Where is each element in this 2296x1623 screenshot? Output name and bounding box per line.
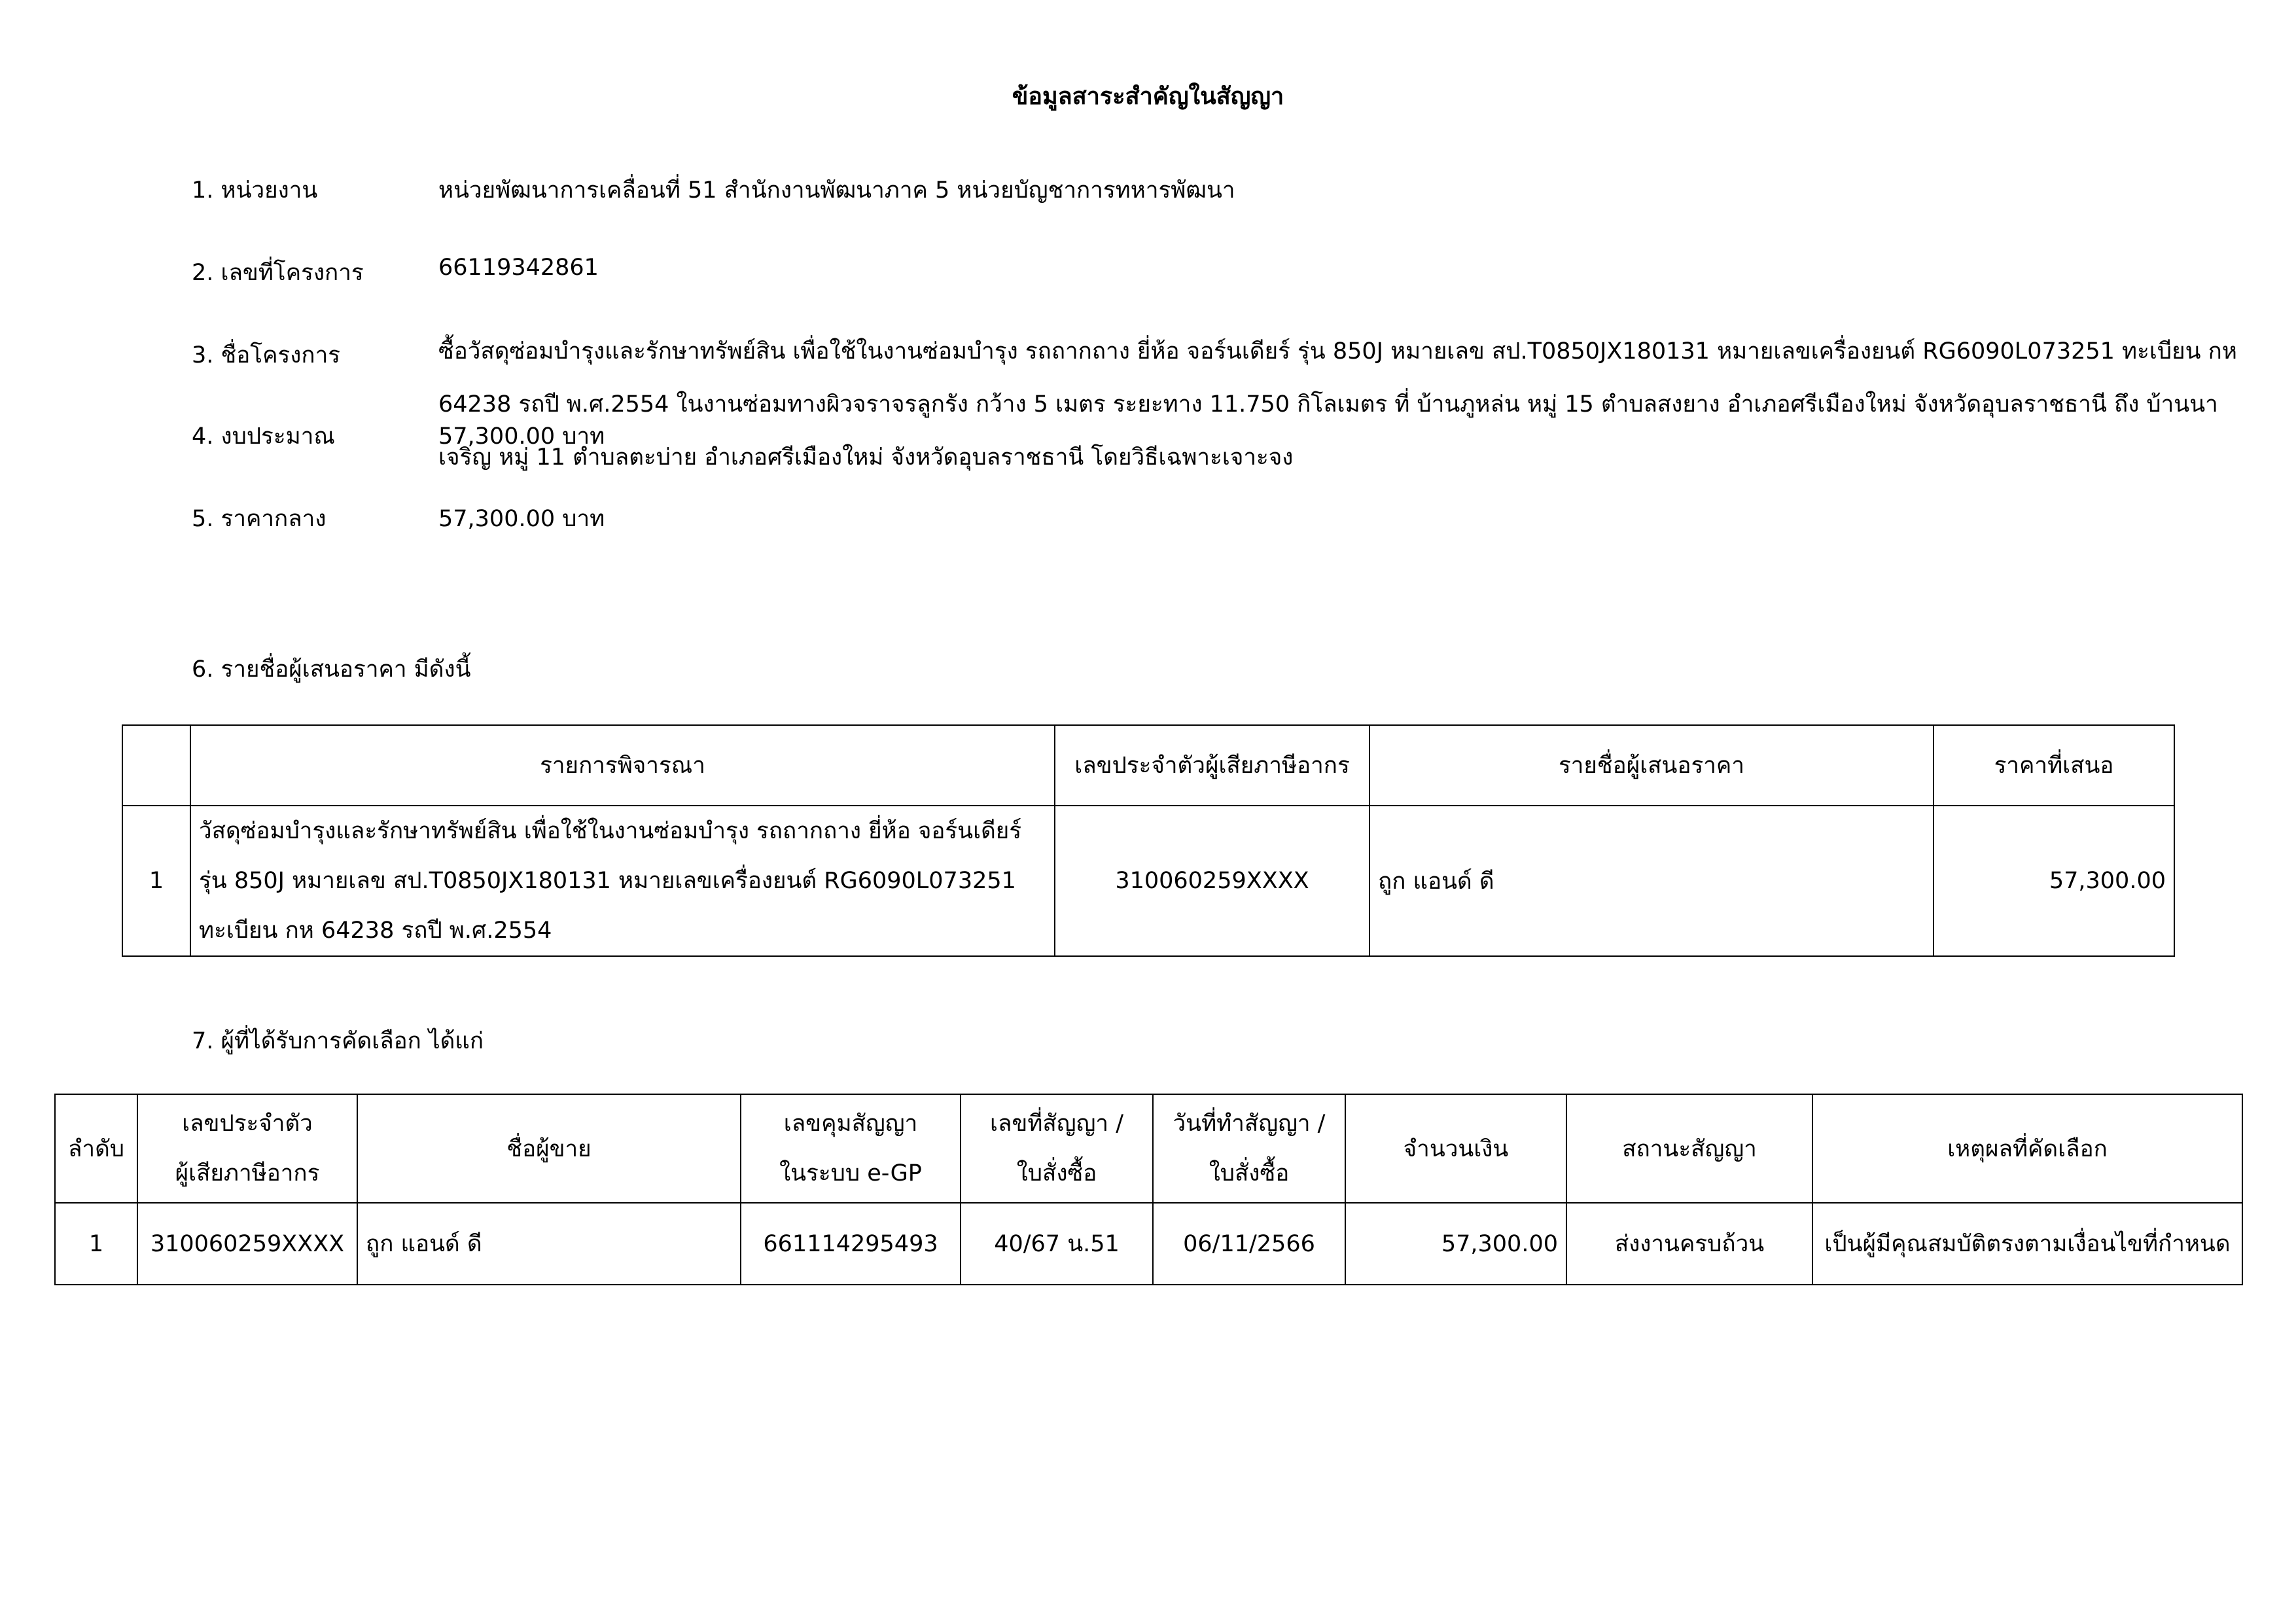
bidder-row-price: 57,300.00: [1934, 806, 2174, 956]
selected-header-contract-date: [1153, 1094, 1345, 1203]
table-row: [55, 1203, 2242, 1285]
selected-row-tax-id: 310060259XXXX: [137, 1203, 357, 1285]
section6-heading: 6. รายชื่อผู้เสนอราคา มีดังนี้: [192, 656, 471, 683]
selected-row-status: ส่งงานครบถ้วน: [1566, 1203, 1812, 1285]
selected-header-tax-id-line-2: ผู้เสียภาษีอากร: [175, 1160, 320, 1186]
selected-row-contract-date: 06/11/2566: [1153, 1203, 1345, 1285]
field-value-project-name: ซื้อวัสดุซ่อมบำรุงและรักษาทรัพย์สิน เพื่อใช้ในงานซ่อมบำรุง รถถากถาง ยี่ห้อ จอร์นเดียร์ รุ่น 850J หมายเลข สป.T0850JX180131 หมายเลขเครื่องยนต์ RG6090L073251 ทะเบียน กห 64238 รถปี พ.ศ.2554 ในงานซ่อมทางผิวจราจรลูกรัง กว้าง 5 เมตร ระยะทาง 11.750 กิโลเมตร ที่ บ้านภูหล่น หมู่ 15 ตำบลสงยาง อำเภอศรีเมืองใหม่ จังหวัดอุบลราชธานี ถึง บ้านนาเจริญ หมู่ 11 ตำบลตะบ่าย อำเภอศรีเมืองใหม่ จังหวัดอุบลราชธานี โดยวิธีเฉพาะเจาะจง: [438, 338, 2237, 471]
bidders-header-no: [122, 725, 190, 806]
selected-header-contract-no-line-2: ใบสั่งซื้อ: [1016, 1160, 1097, 1186]
selected-header-status: สถานะสัญญา: [1566, 1094, 1812, 1203]
selected-header-reason: เหตุผลที่คัดเลือก: [1812, 1094, 2242, 1203]
section7-heading: 7. ผู้ที่ได้รับการคัดเลือก ได้แก่: [192, 1028, 484, 1054]
selected-header-contract-no: [961, 1094, 1153, 1203]
field-label-project-name: 3. ชื่อโครงการ: [192, 342, 341, 368]
selected-header-tax-id: [137, 1094, 357, 1203]
selected-row-no: 1: [55, 1203, 137, 1285]
bidders-table: [122, 724, 2175, 957]
selected-header-contract-date-line-2: ใบสั่งซื้อ: [1209, 1160, 1290, 1186]
bidder-item-line-1: วัสดุซ่อมบำรุงและรักษาทรัพย์สิน เพื่อใช้ในงานซ่อมบำรุง รถถากถาง ยี่ห้อ จอร์นเดียร์: [199, 818, 1022, 844]
selected-header-egp-line-2: ในระบบ e-GP: [779, 1160, 922, 1186]
selected-header-egp: [741, 1094, 961, 1203]
bidders-header-item: รายการพิจารณา: [190, 725, 1055, 806]
selected-row-amount: 57,300.00: [1345, 1203, 1566, 1285]
selected-row-seller: ถูก แอนด์ ดี: [357, 1203, 741, 1285]
field-label-project-no: 2. เลขที่โครงการ: [192, 260, 364, 286]
field-value-budget: 57,300.00 บาท: [438, 423, 605, 450]
field-value-median-price: 57,300.00 บาท: [438, 506, 605, 532]
selected-header-seller: ชื่อผู้ขาย: [357, 1094, 741, 1203]
selected-row-reason: เป็นผู้มีคุณสมบัติตรงตามเงื่อนไขที่กำหนด: [1812, 1203, 2242, 1285]
bidder-row-item: [190, 806, 1055, 956]
selected-row-contract-no: 40/67 น.51: [961, 1203, 1153, 1285]
field-label-median-price: 5. ราคากลาง: [192, 506, 327, 532]
selected-header-contract-no-line-1: เลขที่สัญญา /: [990, 1111, 1123, 1137]
field-value-project-no: 66119342861: [438, 255, 599, 281]
selected-header-contract-date-line-1: วันที่ทำสัญญา /: [1173, 1111, 1326, 1137]
page-title: ข้อมูลสาระสำคัญในสัญญา: [1012, 83, 1284, 110]
bidder-row-no: 1: [122, 806, 190, 956]
bidder-row-tax-id: 310060259XXXX: [1055, 806, 1369, 956]
field-label-budget: 4. งบประมาณ: [192, 423, 335, 450]
bidder-item-line-2: รุ่น 850J หมายเลข สป.T0850JX180131 หมายเลขเครื่องยนต์ RG6090L073251: [199, 868, 1016, 894]
field-value-agency: หน่วยพัฒนาการเคลื่อนที่ 51 สำนักงานพัฒนาภาค 5 หน่วยบัญชาการทหารพัฒนา: [438, 177, 1235, 204]
bidders-table-header: [122, 725, 2174, 806]
bidders-header-bidder: รายชื่อผู้เสนอราคา: [1369, 725, 1934, 806]
field-label-agency: 1. หน่วยงาน: [192, 177, 318, 204]
selected-header-no: ลำดับ: [55, 1094, 137, 1203]
selected-vendor-table: [54, 1094, 2243, 1285]
selected-header-tax-id-line-1: เลขประจำตัว: [182, 1111, 313, 1137]
bidder-item-line-3: ทะเบียน กห 64238 รถปี พ.ศ.2554: [199, 918, 552, 944]
bidder-row-name: ถูก แอนด์ ดี: [1369, 806, 1934, 956]
selected-row-egp-no: 661114295493: [741, 1203, 961, 1285]
selected-header-egp-line-1: เลขคุมสัญญา: [783, 1111, 918, 1137]
selected-header-amount: จำนวนเงิน: [1345, 1094, 1566, 1203]
bidders-header-price: ราคาที่เสนอ: [1934, 725, 2174, 806]
table-row: [122, 806, 2174, 956]
bidders-header-tax-id: เลขประจำตัวผู้เสียภาษีอากร: [1055, 725, 1369, 806]
selected-table-header: [55, 1094, 2242, 1203]
